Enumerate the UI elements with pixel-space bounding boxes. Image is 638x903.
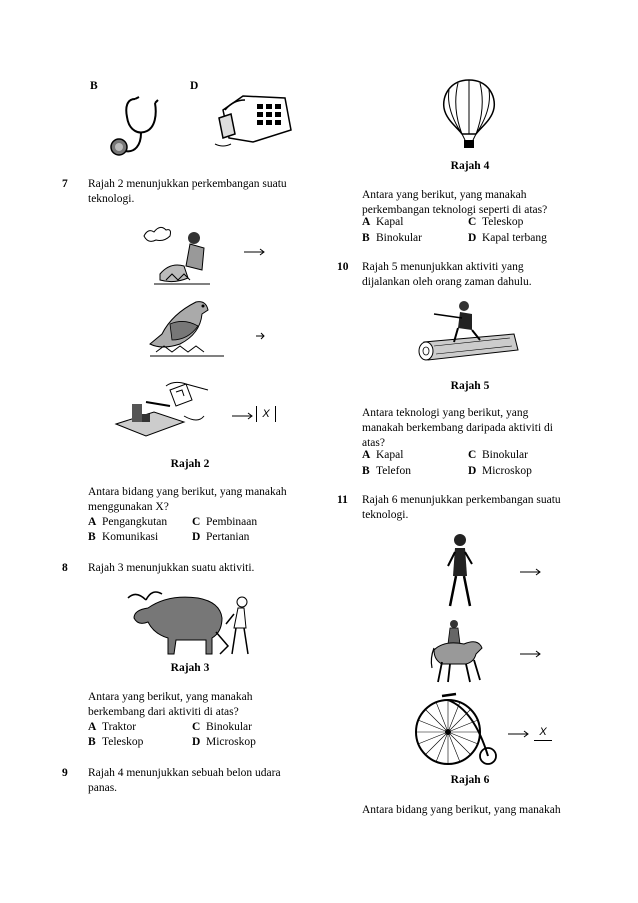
option-a[interactable]: A Traktor (88, 721, 137, 733)
telephone-image (213, 90, 293, 150)
option-d[interactable]: D Microskop (192, 736, 256, 748)
log-riding-image (414, 298, 524, 370)
arrow-icon (520, 568, 542, 576)
question-7-text: Rajah 2 menunjukkan perkembangan suatu teknologi. (88, 178, 287, 205)
option-b[interactable]: B Teleskop (88, 736, 144, 748)
walking-person-image (440, 532, 480, 610)
telegraph-image (110, 376, 210, 446)
arrow-icon (244, 248, 266, 256)
question-10-number: 10 (337, 261, 349, 273)
unknown-x-box: X (534, 724, 552, 741)
arrow-icon (256, 332, 266, 340)
question-7-prompt: Antara bidang yang berikut, yang manakah menggunakan X? (88, 486, 287, 513)
question-9-prompt: Antara yang berikut, yang manakah perkembangan teknologi seperti di atas? (362, 189, 548, 216)
arrow-icon (520, 650, 542, 658)
smoke-signal-image (140, 222, 220, 292)
option-c[interactable]: C Binokular (192, 721, 252, 733)
question-10-text: Rajah 5 menunjukkan aktiviti yang dijalankan oleh orang zaman dahulu. (362, 261, 532, 288)
option-c[interactable]: C Pembinaan (192, 516, 258, 528)
option-b-letter: B (90, 80, 98, 92)
horse-rider-image (430, 618, 490, 684)
option-c[interactable]: C Binokular (468, 449, 528, 461)
unknown-x-box: X (256, 406, 276, 422)
option-a[interactable]: A Kapal (362, 216, 404, 228)
question-10-prompt: Antara teknologi yang berikut, yang manakah berkembang daripada aktiviti di atas? (362, 407, 553, 449)
question-7-number: 7 (62, 178, 68, 190)
stethoscope-image (105, 95, 175, 160)
question-9-text: Rajah 4 menunjukkan sebuah belon udara panas. (88, 767, 281, 794)
buffalo-plough-image (124, 588, 258, 660)
question-11-prompt: Antara bidang yang berikut, yang manakah (362, 804, 561, 816)
figure-caption: Rajah 2 (170, 458, 210, 470)
figure-caption: Rajah 5 (450, 380, 490, 392)
pigeon-image (146, 296, 228, 364)
option-a[interactable]: A Kapal (362, 449, 404, 461)
option-c[interactable]: C Teleskop (468, 216, 524, 228)
question-11-text: Rajah 6 menunjukkan perkembangan suatu teknologi. (362, 494, 561, 521)
hot-air-balloon-image (440, 78, 498, 150)
arrow-icon (232, 412, 254, 420)
arrow-icon (508, 730, 530, 738)
figure-caption: Rajah 3 (170, 662, 210, 674)
question-9-number: 9 (62, 767, 68, 779)
option-b[interactable]: B Binokular (362, 232, 422, 244)
option-b[interactable]: B Komunikasi (88, 531, 159, 543)
option-d[interactable]: D Microskop (468, 465, 532, 477)
option-a[interactable]: A Pengangkutan (88, 516, 168, 528)
question-11-number: 11 (337, 494, 348, 506)
figure-caption: Rajah 4 (450, 160, 490, 172)
option-d[interactable]: D Pertanian (192, 531, 250, 543)
question-8-text: Rajah 3 menunjukkan suatu aktiviti. (88, 562, 255, 574)
figure-caption: Rajah 6 (450, 774, 490, 786)
option-b[interactable]: B Telefon (362, 465, 411, 477)
option-d-letter: D (190, 80, 199, 92)
option-d[interactable]: D Kapal terbang (468, 232, 547, 244)
penny-farthing-image (414, 690, 498, 768)
question-8-number: 8 (62, 562, 68, 574)
question-8-prompt: Antara yang berikut, yang manakah berkembang dari aktiviti di atas? (88, 691, 253, 718)
